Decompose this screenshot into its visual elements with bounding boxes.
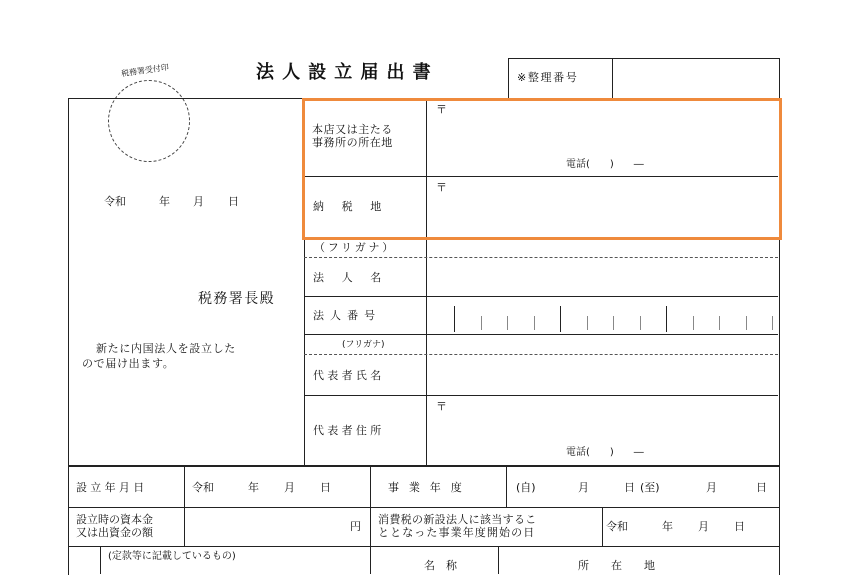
date-day: 日 <box>228 195 239 208</box>
reference-label: ※整理番号 <box>517 71 579 84</box>
corp-number-digit-divider <box>746 316 747 330</box>
capital-label-2: 又は出資金の額 <box>76 526 153 539</box>
tax-place-postal: 〒 <box>436 181 447 194</box>
fiscal-month2: 月 <box>706 481 717 494</box>
corp-number-digit-divider <box>507 316 508 330</box>
rep-address-postal: 〒 <box>436 400 447 413</box>
est-date-label: 設立年月日 <box>76 481 148 494</box>
corp-number-digit-divider <box>772 316 773 330</box>
document-title: 法人設立届出書 <box>256 62 439 83</box>
rep-address-phone[interactable]: 電話( ) ― <box>566 447 644 458</box>
corp-number-label: 法人番号 <box>313 309 382 322</box>
corp-number-digit-divider <box>454 306 455 332</box>
corp-number-digit-divider <box>534 316 535 330</box>
est-date-era: 令和 <box>192 481 214 494</box>
capital-label-1: 設立時の資本金 <box>76 513 153 526</box>
bottom-col <box>498 546 499 574</box>
est-date-day: 日 <box>320 481 331 494</box>
ctax-day: 日 <box>734 520 745 533</box>
head-office-postal: 〒 <box>436 103 447 116</box>
location-column-header: 所 在 地 <box>578 559 655 572</box>
corp-number-digit-divider <box>693 316 694 330</box>
corp-number-digit-divider <box>587 316 588 330</box>
articles-note: (定款等に記載しているもの) <box>108 551 236 562</box>
stamp-label: 税務署受付印 <box>120 62 170 79</box>
bottom-col <box>184 465 185 546</box>
highlight-box <box>302 98 782 240</box>
tax-place-label: 納 税 地 <box>313 200 385 213</box>
row-dashline <box>304 354 778 355</box>
row-dashline <box>304 257 778 258</box>
ctax-label-2: ととなった事業年度開始の日 <box>378 526 536 539</box>
fiscal-day2: 日 <box>756 481 767 494</box>
row-line <box>304 395 778 396</box>
fiscal-month1: 月 <box>578 481 589 494</box>
capital-unit: 円 <box>350 520 361 533</box>
head-office-phone[interactable]: 電話( ) ― <box>566 159 644 170</box>
head-office-label-1: 本店又は主たる <box>312 123 393 136</box>
bottom-col <box>100 546 101 574</box>
row-line <box>304 334 778 335</box>
corp-number-digit-divider <box>481 316 482 330</box>
corp-number-digit-divider <box>560 306 561 332</box>
fiscal-to: (至) <box>640 481 660 494</box>
corp-number-digit-divider <box>666 306 667 332</box>
date-year: 年 <box>159 195 170 208</box>
rep-address-label: 代表者住所 <box>313 424 385 437</box>
corp-name-label: 法 人 名 <box>313 271 385 284</box>
bottom-row-line <box>68 546 780 547</box>
corp-name-input[interactable] <box>436 262 772 290</box>
fiscal-day1: 日 <box>624 481 635 494</box>
ctax-year: 年 <box>662 520 673 533</box>
est-date-month: 月 <box>284 481 295 494</box>
ctax-label-1: 消費税の新設法人に該当するこ <box>378 513 537 526</box>
rep-name-label: 代表者氏名 <box>313 369 385 382</box>
name-column-header: 名 称 <box>424 559 457 572</box>
addressee: 税務署長殿 <box>198 291 275 307</box>
reference-divider <box>612 58 613 98</box>
declaration-line2: ので届け出ます。 <box>82 357 175 370</box>
corp-number-digit-divider <box>640 316 641 330</box>
ctax-month: 月 <box>698 520 709 533</box>
bottom-col <box>602 507 603 546</box>
fiscal-label: 事業年度 <box>388 481 472 494</box>
bottom-top-line <box>68 465 780 467</box>
fiscal-from: (自) <box>516 481 536 494</box>
bottom-col <box>506 465 507 507</box>
ctax-era: 令和 <box>606 520 628 533</box>
est-date-year: 年 <box>248 481 259 494</box>
furigana-label: （フリガナ） <box>314 241 396 254</box>
date-month: 月 <box>193 195 204 208</box>
head-office-label-2: 事務所の所在地 <box>312 136 393 149</box>
corp-number-digit-divider <box>613 316 614 330</box>
declaration-line1: 新たに内国法人を設立した <box>96 342 236 355</box>
corp-number-digit-divider <box>719 316 720 330</box>
bottom-col <box>370 465 371 574</box>
rep-furigana-label: (フリガナ) <box>342 340 385 350</box>
bottom-row-line <box>68 507 780 508</box>
corp-number-boxes[interactable] <box>426 296 778 334</box>
rep-name-input[interactable] <box>436 360 772 388</box>
date-era: 令和 <box>104 195 126 208</box>
